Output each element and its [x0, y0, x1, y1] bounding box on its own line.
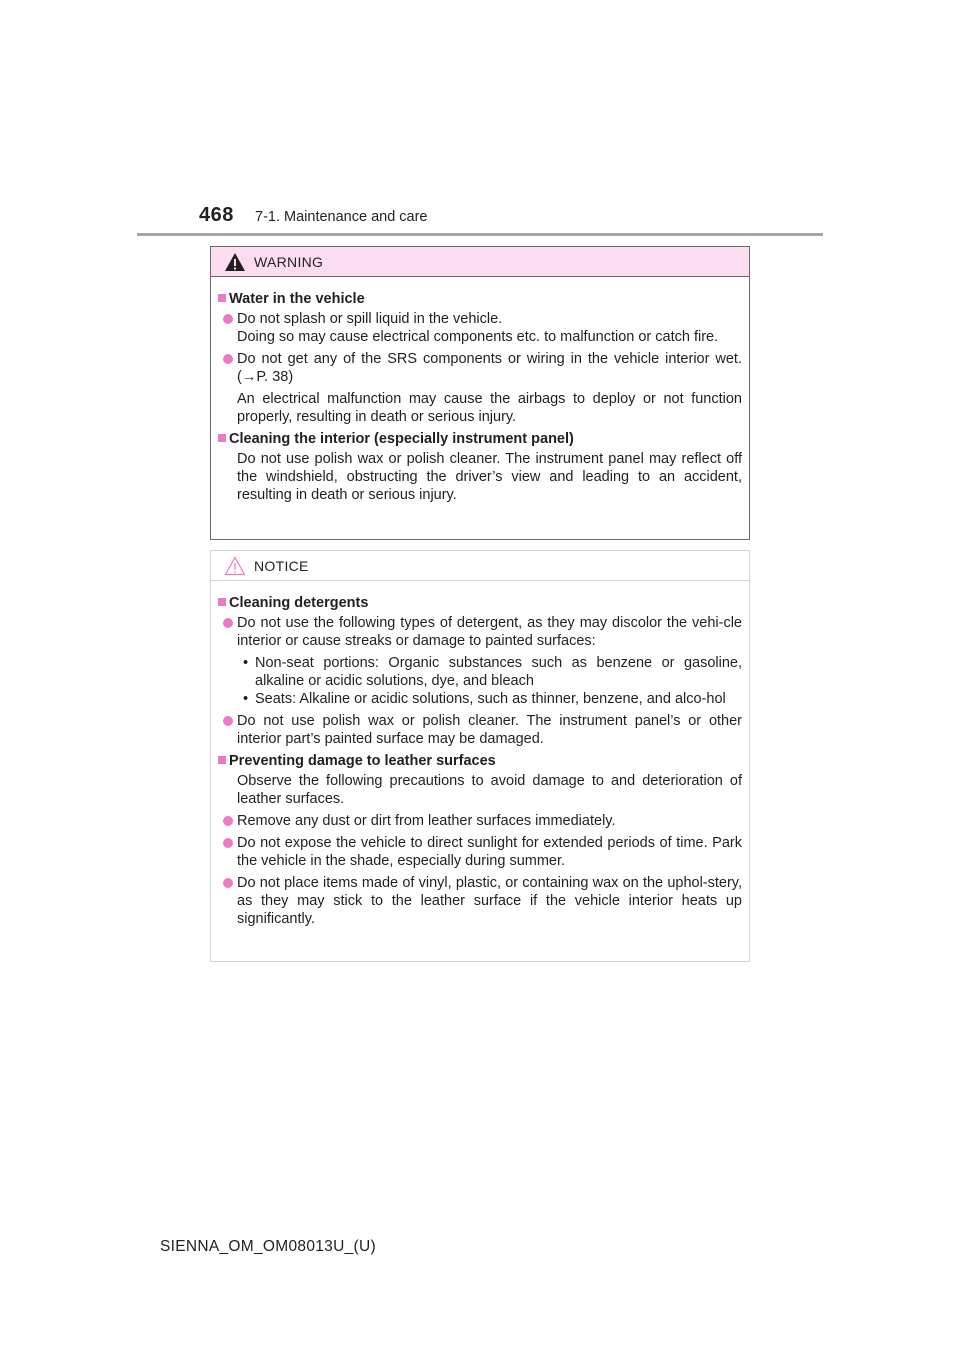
round-bullet-icon [223, 838, 233, 848]
sub-item-text: Seats: Alkaline or acidic solutions, such as thinner, benzene, and alco-hol [255, 691, 726, 707]
bullet-item [218, 350, 742, 386]
heading-text: Preventing damage to leather surfaces [229, 753, 496, 769]
page-header [0, 0, 960, 240]
section-title: 7-1. Maintenance and care [255, 209, 428, 225]
bullet-text: Do not place items made of vinyl, plastic, or containing wax on the uphol-stery, as they may stick to the leather surface if the vehicle interior heats up significantly. [237, 875, 742, 927]
bullet-text: Do not use polish wax or polish cleaner. The instrument panel’s or other interior part’s painted surface may be damaged. [237, 713, 742, 747]
bullet-continuation: Doing so may cause electrical components etc. to malfunction or catch fire. [237, 329, 719, 345]
round-bullet-icon [223, 314, 233, 324]
notice-body [211, 581, 749, 928]
round-bullet-icon [223, 618, 233, 628]
square-bullet-icon [218, 598, 226, 606]
warning-triangle-icon [224, 252, 246, 272]
bullet-item [218, 712, 742, 748]
paragraph: Do not use polish wax or polish cleaner. The instrument panel may reflect off the windshield, obstructing the driver’s view and leading to an accident, resulting in death or serious injury. [237, 451, 742, 503]
heading-text: Water in the vehicle [229, 291, 365, 307]
header-rule [137, 233, 823, 236]
sub-item-text: Non-seat portions: Organic substances such as benzene or gasoline, alkaline or acidic solutions, dye, and bleach [255, 655, 742, 689]
sub-item [218, 654, 742, 690]
sub-bullet-mark: • [243, 655, 249, 671]
bullet-text: Remove any dust or dirt from leather surfaces immediately. [237, 813, 616, 829]
bullet-text: Do not get any of the SRS components or wiring in the vehicle interior wet. (→P. 38) [237, 351, 742, 385]
bullet-item [218, 834, 742, 870]
section-heading [218, 430, 742, 448]
bullet-text: Do not splash or spill liquid in the vehicle. [237, 311, 503, 327]
heading-text: Cleaning the interior (especially instrument panel) [229, 431, 574, 447]
bullet-item [218, 874, 742, 928]
square-bullet-icon [218, 294, 226, 302]
heading-text: Cleaning detergents [229, 595, 369, 611]
bullet-item [218, 614, 742, 650]
document-code: SIENNA_OM_OM08013U_(U) [160, 1238, 376, 1255]
bullet-continuation: An electrical malfunction may cause the airbags to deploy or not function properly, resulting in death or serious injury. [237, 391, 742, 425]
warning-label: WARNING [254, 254, 324, 270]
notice-label: NOTICE [254, 558, 309, 574]
square-bullet-icon [218, 434, 226, 442]
notice-triangle-icon [224, 556, 246, 576]
notice-header [211, 551, 749, 581]
section-heading [218, 594, 742, 612]
bullet-item [218, 310, 742, 328]
page-number: 468 [199, 204, 234, 226]
square-bullet-icon [218, 756, 226, 764]
section-heading [218, 752, 742, 770]
notice-box [210, 550, 750, 962]
warning-body [211, 277, 749, 504]
round-bullet-icon [223, 354, 233, 364]
sub-bullet-mark: • [243, 691, 249, 707]
warning-box [210, 246, 750, 540]
section-heading [218, 290, 742, 308]
round-bullet-icon [223, 716, 233, 726]
bullet-item [218, 812, 742, 830]
round-bullet-icon [223, 878, 233, 888]
round-bullet-icon [223, 816, 233, 826]
warning-header [211, 247, 749, 277]
paragraph: Observe the following precautions to avoid damage to and deterioration of leather surfaces. [237, 773, 742, 807]
bullet-text: Do not expose the vehicle to direct sunlight for extended periods of time. Park the vehicle in the shade, especially during summer. [237, 835, 742, 869]
bullet-text: Do not use the following types of detergent, as they may discolor the vehi-cle interior or cause streaks or damage to painted surfaces: [237, 615, 742, 649]
sub-item [218, 690, 742, 708]
